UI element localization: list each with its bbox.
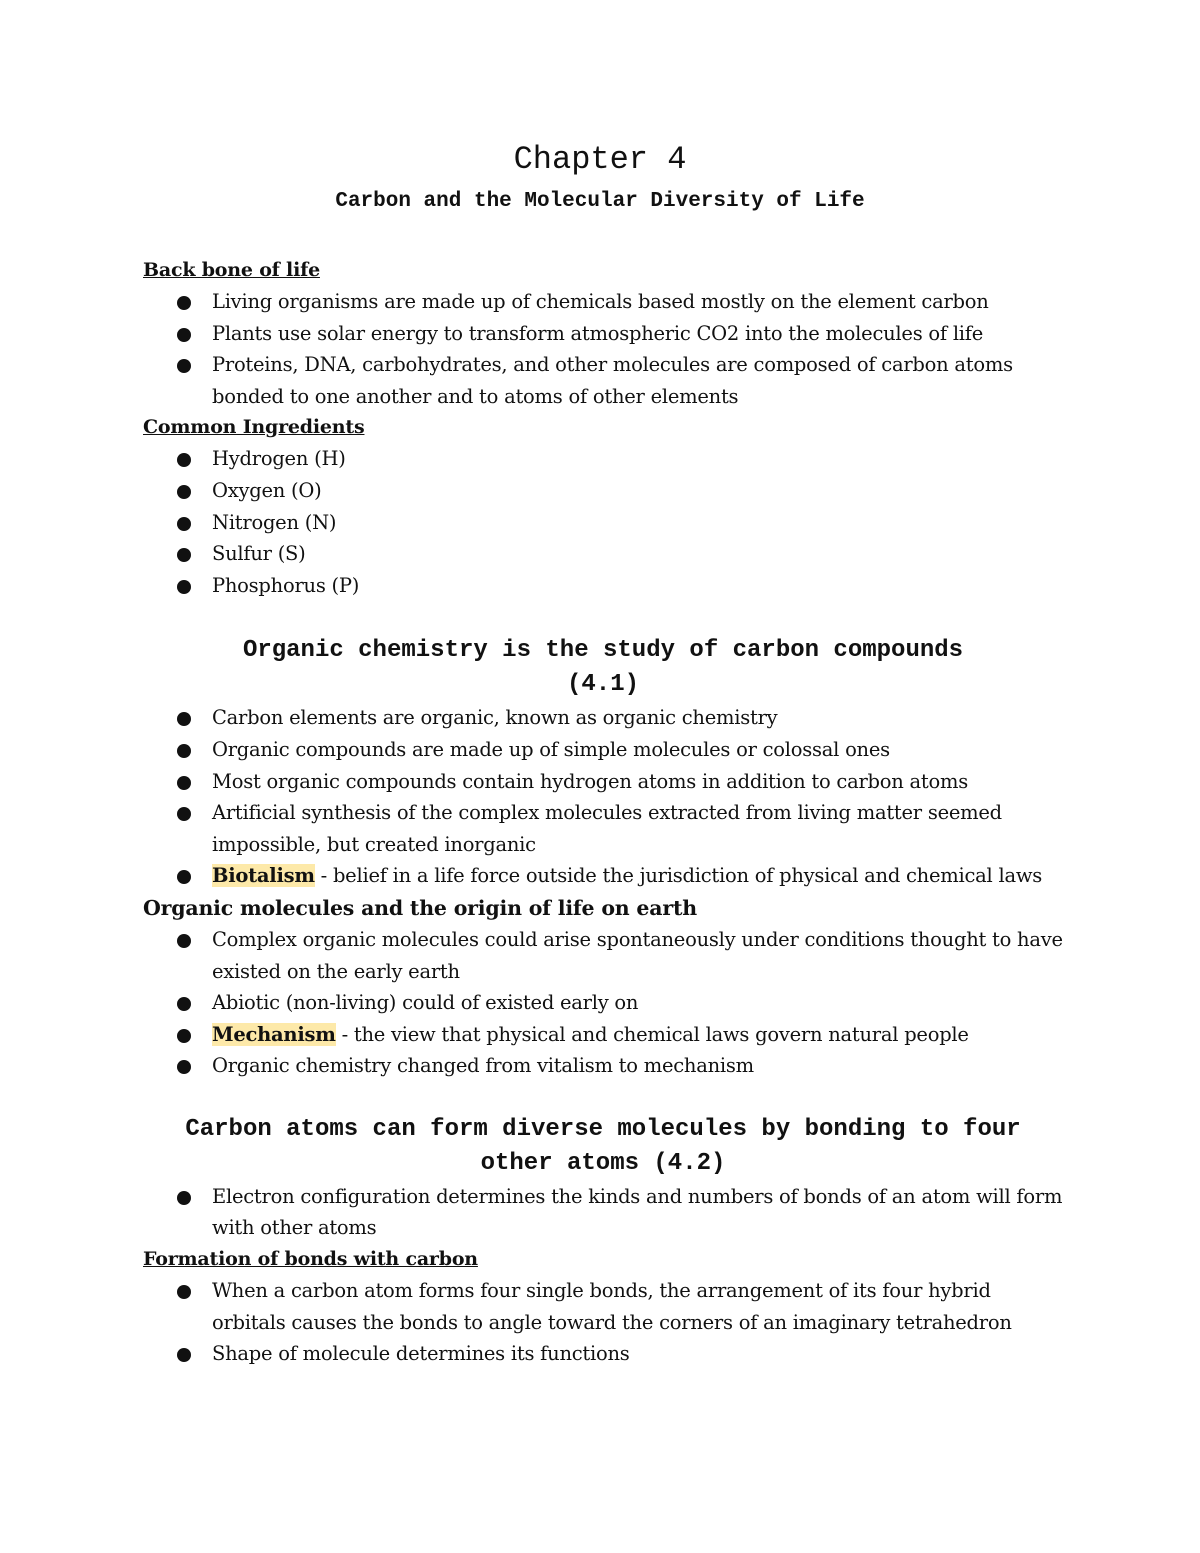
bullet-icon <box>177 712 191 726</box>
list-item: Plants use solar energy to transform atmospheric CO2 into the molecules of life <box>143 318 1063 350</box>
organic-list <box>143 702 1063 892</box>
bullet-icon <box>177 485 191 499</box>
bullet-icon <box>177 1348 191 1362</box>
backbone-list <box>143 286 1063 412</box>
bullet-icon <box>177 997 191 1011</box>
bullet-icon <box>177 1060 191 1074</box>
carbon-atoms-list <box>143 1181 1063 1244</box>
list-item: Living organisms are made up of chemicals based mostly on the element carbon <box>143 286 1063 318</box>
list-item: Proteins, DNA, carbohydrates, and other molecules are composed of carbon atoms bonded to one another and to atoms of other elements <box>143 349 1063 412</box>
page-subtitle: Carbon and the Molecular Diversity of Life <box>335 190 865 213</box>
list-item: Carbon elements are organic, known as organic chemistry <box>143 702 1063 734</box>
bullet-icon <box>177 744 191 758</box>
bullet-icon <box>177 1029 191 1043</box>
bullet-icon <box>177 296 191 310</box>
highlighted-term: Biotalism <box>212 864 315 888</box>
list-item: Complex organic molecules could arise spontaneously under conditions thought to have existed on the early earth <box>143 924 1063 987</box>
list-item: Sulfur (S) <box>143 538 1063 570</box>
list-item: Organic chemistry changed from vitalism to mechanism <box>143 1050 1063 1082</box>
list-item: Oxygen (O) <box>143 475 1063 507</box>
bullet-icon <box>177 870 191 884</box>
origin-heading: Organic molecules and the origin of life on earth <box>143 895 697 920</box>
list-item: When a carbon atom forms four single bonds, the arrangement of its four hybrid orbitals causes the bonds to angle toward the corners of an imaginary tetrahedron <box>143 1275 1063 1338</box>
bullet-icon <box>177 776 191 790</box>
origin-list <box>143 924 1063 1082</box>
formation-heading: Formation of bonds with carbon <box>143 1248 478 1271</box>
bullet-icon <box>177 453 191 467</box>
ingredients-heading: Common Ingredients <box>143 416 365 439</box>
document-body <box>143 255 1063 1370</box>
formation-list <box>143 1275 1063 1370</box>
highlighted-term: Mechanism <box>212 1022 336 1046</box>
list-item: Biotalism - belief in a life force outside the jurisdiction of physical and chemical laws <box>143 860 1063 892</box>
ingredients-list <box>143 443 1063 601</box>
organic-heading: Organic chemistry is the study of carbon compounds (4.1) <box>242 637 964 699</box>
list-item: Most organic compounds contain hydrogen atoms in addition to carbon atoms <box>143 766 1063 798</box>
list-item: Hydrogen (H) <box>143 443 1063 475</box>
backbone-heading: Back bone of life <box>143 259 320 281</box>
list-item: Abiotic (non-living) could of existed early on <box>143 987 1063 1019</box>
list-item: Shape of molecule determines its functions <box>143 1338 1063 1370</box>
list-item: Nitrogen (N) <box>143 507 1063 539</box>
list-item: Organic compounds are made up of simple molecules or colossal ones <box>143 734 1063 766</box>
bullet-icon <box>177 580 191 594</box>
bullet-icon <box>177 517 191 531</box>
list-item: Phosphorus (P) <box>143 570 1063 602</box>
list-item: Artificial synthesis of the complex molecules extracted from living matter seemed impossible, but created inorganic <box>143 797 1063 860</box>
bullet-icon <box>177 1285 191 1299</box>
list-item: Electron configuration determines the kinds and numbers of bonds of an atom will form with other atoms <box>143 1181 1063 1244</box>
bullet-icon <box>177 807 191 821</box>
list-item: Mechanism - the view that physical and chemical laws govern natural people <box>143 1019 1063 1051</box>
bullet-icon <box>177 359 191 373</box>
bullet-icon <box>177 548 191 562</box>
bullet-icon <box>177 328 191 342</box>
bullet-icon <box>177 1191 191 1205</box>
page-title: Chapter 4 <box>513 141 687 178</box>
bullet-icon <box>177 934 191 948</box>
carbon-atoms-heading: Carbon atoms can form diverse molecules by bonding to four other atoms (4.2) <box>185 1115 1021 1177</box>
